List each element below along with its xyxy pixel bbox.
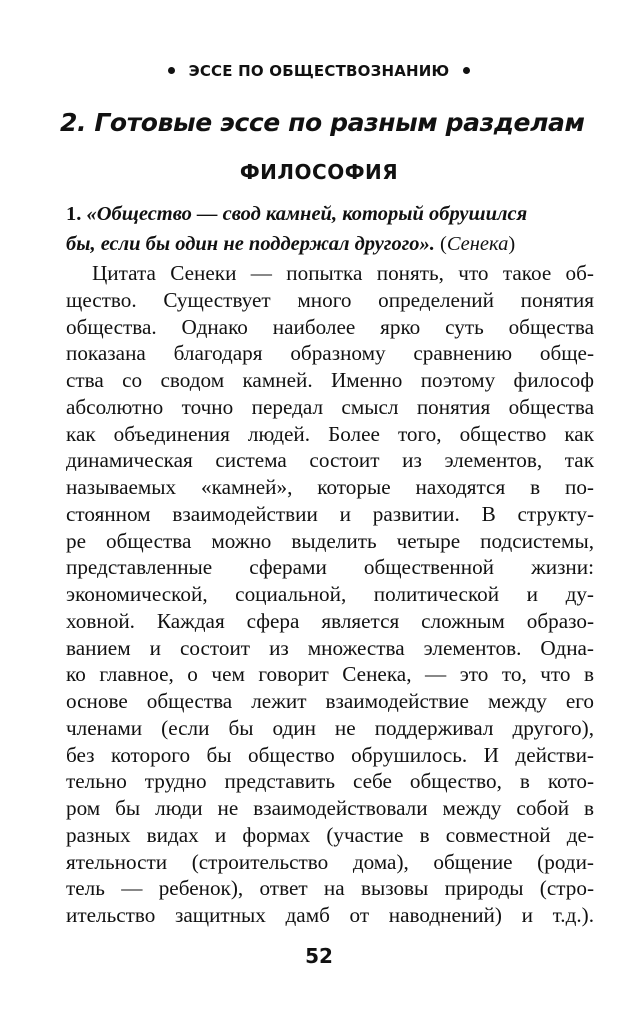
paragraph-line: разных видах и формах (участие в совместной де- (66, 822, 594, 847)
paragraph-line: как объединения людей. Более того, общество как (66, 421, 594, 446)
paragraph-line: ятельности (строительство дома), общение (роди- (66, 849, 594, 874)
paragraph-line: динамическая система состоит из элементов, так (66, 448, 594, 473)
bullet-dot-icon (463, 67, 470, 74)
paragraph-line: ительство защитных дамб от наводнений) и т.д.). (66, 903, 594, 927)
paragraph-line: ре общества можно выделить четыре подсистемы, (66, 528, 594, 553)
page-number: 52 (305, 944, 333, 968)
body-paragraph (66, 260, 594, 929)
paragraph-line: Цитата Сенеки — попытка понять, что такое об- (92, 261, 594, 285)
quote-number: 1. (66, 203, 82, 225)
paragraph-line: ховной. Каждая сфера является сложным образо- (66, 608, 594, 633)
quote-author-close: ) (508, 233, 516, 255)
paragraph-line: показана благодаря образному сравнению обще- (66, 341, 594, 366)
running-header-title: ЭССЕ ПО ОБЩЕСТВОЗНАНИЮ (188, 62, 450, 80)
quote-author-open: ( (440, 233, 447, 255)
section-title: 2. Готовые эссе по разным разделам (60, 108, 585, 137)
paragraph-line: ванием и состоит из множества элементов. Одна- (66, 635, 594, 660)
paragraph-line: ко главное, о чем говорит Сенека, — это то, что в (66, 662, 594, 687)
paragraph-line: основе общества лежит взаимодействие между его (66, 689, 594, 713)
quote-text: бы, если бы один не поддержал другого». (66, 233, 435, 255)
quote-author: Сенека (446, 233, 509, 255)
paragraph-line: без которого бы общество обрушилось. И действи- (66, 742, 594, 767)
running-header (0, 62, 638, 80)
bullet-dot-icon (168, 67, 175, 74)
paragraph-line: общества. Однако наиболее ярко суть общества (66, 314, 594, 339)
paragraph-line: представленные сферами общественной жизни: (66, 555, 594, 580)
paragraph-line: экономической, социальной, политической и ду- (66, 582, 594, 606)
paragraph-line: ства со сводом камней. Именно поэтому философ (66, 368, 594, 392)
paragraph-line: тельно трудно представить себе общество, в кото- (66, 769, 594, 794)
quote-line (66, 229, 594, 259)
paragraph-line: тель — ребенок), ответ на вызовы природы (стро- (66, 876, 594, 901)
paragraph-line: ром бы люди не взаимодействовали между собой в (66, 796, 594, 820)
subsection-title: ФИЛОСОФИЯ (239, 160, 399, 184)
quote-line (66, 199, 594, 229)
paragraph-line: стоянном взаимодействии и развитии. В структу- (66, 501, 594, 526)
paragraph-line: щество. Существует много определений понятия (66, 287, 594, 312)
quote-text: «Общество — свод камней, который обрушился (86, 203, 528, 225)
paragraph-line: членами (если бы один не поддерживал другого), (66, 715, 594, 740)
paragraph-line: абсолютно точно передал смысл понятия общества (66, 394, 594, 419)
paragraph-line: называемых «камней», которые находятся в по- (66, 475, 594, 499)
quote-block (66, 199, 594, 259)
